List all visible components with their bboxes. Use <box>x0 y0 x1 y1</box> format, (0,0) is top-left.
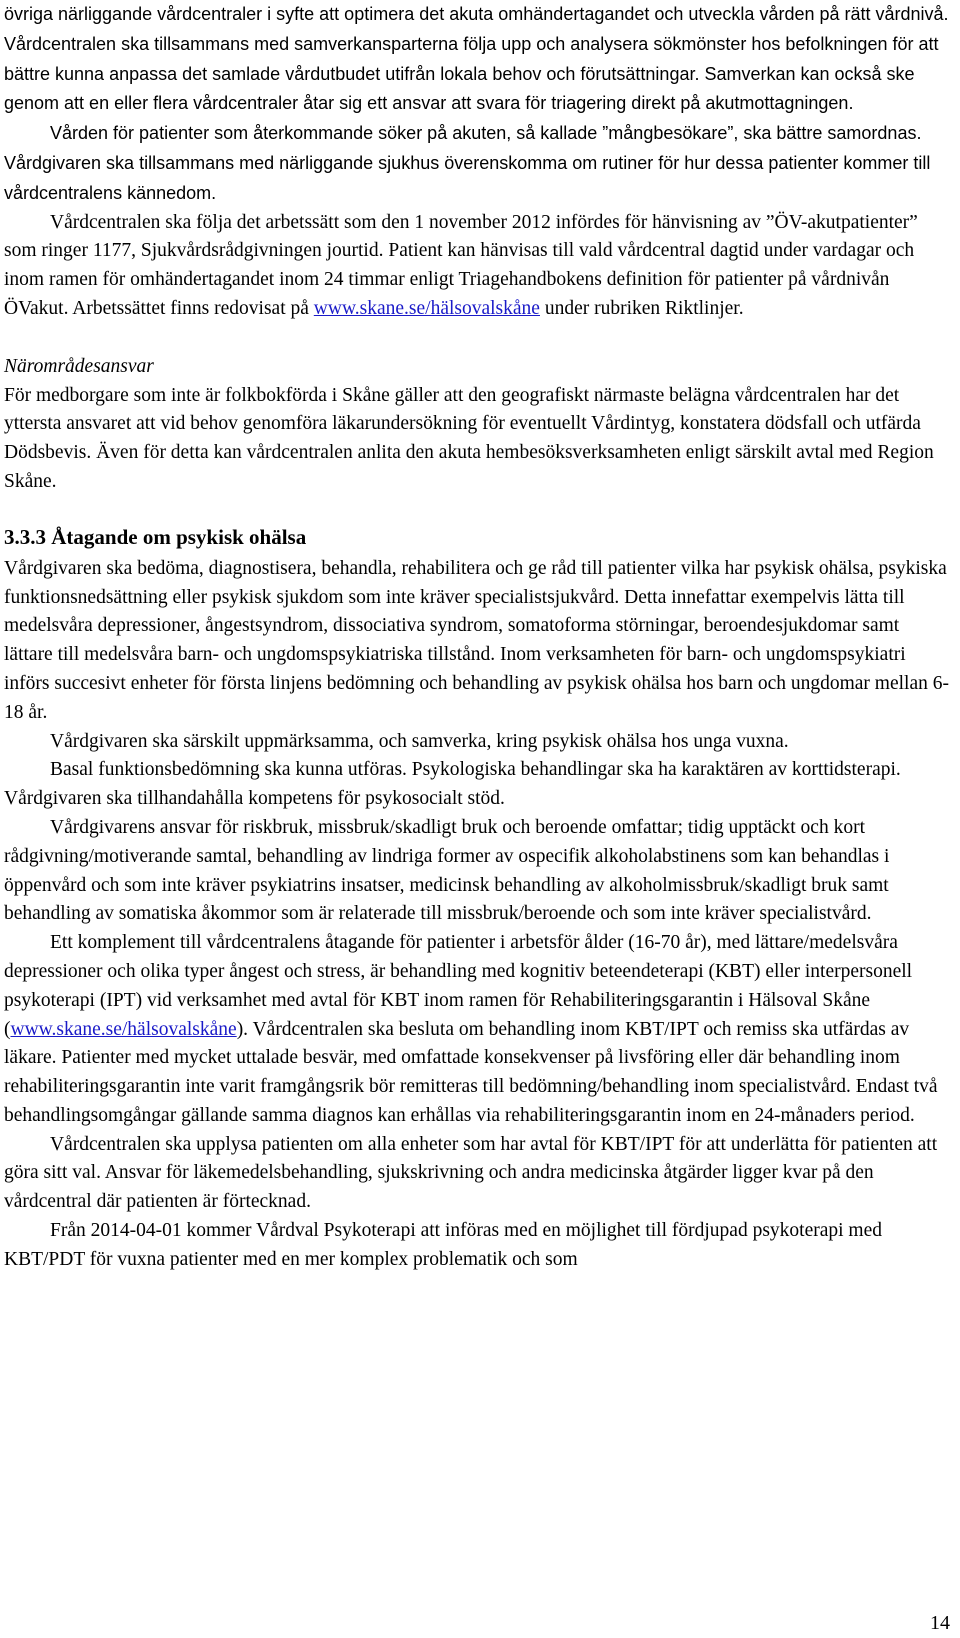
paragraph-333-4: Vårdgivarens ansvar för riskbruk, missbruk/skadligt bruk och beroende omfattar; tidig upptäckt och kort rådgivning/motiverande samtal, behandling av lindriga former av ospecifik alkoholabstinens som kan behandlas i öppenvård och som inte kräver psykiatrins insatser, medicinsk behandling av alkoholmissbruk/skadligt bruk samt behandling av somatiska åkommor som är relaterade till missbruk/beroende och som inte kräver specialistvård. <box>4 816 890 925</box>
paragraph-intro-2 <box>4 119 952 208</box>
paragraph-333-7: Från 2014-04-01 kommer Vårdval Psykoterapi att införas med en möjlighet till fördjupad psykoterapi med KBT/PDT för vuxna patienter med en mer komplex problematik och som <box>4 1220 883 1270</box>
paragraph-intro-3 <box>4 209 952 324</box>
text-run: ). Vårdcentralen ska besluta om behandling inom KBT/IPT och remiss ska utfärdas av läkare. Patienter med mycket uttalade besvär, med omfattade konsekvenser på livsföring eller där behandling inom rehabiliteringsgarantin inte varit framgångsrik bör remitteras till bedömning/behandling inom specialistvård. Endast två behandlingsomgångar gällande samma diagnos kan erhållas via rehabiliteringsgarantin inom en 24-månaders period. <box>4 1018 938 1126</box>
text-run: Ett komplement till vårdcentralens åtagande för patienter i arbetsför ålder (16-70 år), med lättare/medelsvåra depressioner och olika typer ångest och stress, är behandling med kognitiv beteendeterapi (KBT) eller interpersonell psykoterapi (IPT) vid verksamhet med avtal för KBT inom ramen för Rehabiliteringsgarantin i Hälsoval Skåne ( <box>4 932 913 1040</box>
document-page <box>4 0 952 1275</box>
text-run: Vårdcentralen ska tillsammans med samverkansparterna följa upp och analysera sökmönster hos befolkningen för att bättre kunna anpassa det samlade vårdutbudet utifrån lokala behov och förutsättningar. Samverkan kan också ske genom att en eller flera vårdcentraler åtar sig ett ansvar att svara för triagering direkt på akutmottagningen. <box>4 33 939 114</box>
section-heading-naromradesansvar: Närområdesansvar <box>4 355 154 377</box>
paragraph-naromradesansvar: För medborgare som inte är folkbokförda i Skåne gäller att den geografiskt närmaste belägna vårdcentralen har det yttersta ansvaret att vid behov genomföra läkarundersökning för eventuellt Vårdintyg, konstatera dödsfall och utfärda Dödsbevis. Även för detta kan vårdcentralen anlita den akuta hembesöksverksamheten enligt särskilt avtal med Region Skåne. <box>4 384 934 492</box>
hasovalskane-link-2[interactable]: www.skane.se/hälsovalskåne <box>10 1018 237 1040</box>
paragraph-333-2: Vårdgivaren ska särskilt uppmärksamma, och samverka, kring psykisk ohälsa hos unga vuxna. <box>50 730 789 752</box>
page-number: 14 <box>930 1612 950 1634</box>
text-run: under rubriken Riktlinjer. <box>539 297 744 319</box>
text-run: Vården för patienter som återkommande söker på akuten, så kallade ”mångbesökare”, ska bättre samordnas. <box>50 123 922 144</box>
paragraph-333-6: Vårdcentralen ska upplysa patienten om alla enheter som har avtal för KBT/IPT för att underlätta för patienten att göra sitt val. Ansvar för läkemedelsbehandling, sjukskrivning och andra medicinska åtgärder ligger kvar på den vårdcentral där patienten är förtecknad. <box>4 1133 938 1213</box>
text-run: Vårdgivaren ska tillsammans med närliggande sjukhus överenskomma om rutiner för hur dessa patienter kommer till vårdcentralens kännedom. <box>4 152 931 203</box>
paragraph-333-3: Basal funktionsbedömning ska kunna utföras. Psykologiska behandlingar ska ha karaktären av korttidsterapi. Vårdgivaren ska tillhandahålla kompetens för psykosocialt stöd. <box>4 759 901 810</box>
hasovalskane-link[interactable]: www.skane.se/hälsovalskåne <box>313 297 540 319</box>
text-run: Vårdcentralen ska följa det arbetssätt som den 1 november 2012 infördes för hänvisning av ”ÖV-akutpatienter” som ringer 1177, Sjukvårdsrådgivningen jourtid. Patient kan hänvisas till vald vårdcentral dagtid under vardagar och inom ramen för omhändertagandet inom 24 timmar enligt Triagehandbokens definition för patienter på vårdnivån ÖVakut. Arbetssättet finns redovisat på <box>4 211 918 319</box>
section-heading-3-3-3: 3.3.3 Åtagande om psykisk ohälsa <box>4 524 307 549</box>
paragraph-333-5 <box>4 929 952 1131</box>
paragraph-intro-1 <box>4 0 952 119</box>
paragraph-333-1: Vårdgivaren ska bedöma, diagnostisera, behandla, rehabilitera och ge råd till patienter vilka har psykisk ohälsa, psykiska funktionsnedsättning eller psykisk sjukdom som inte kräver specialistsjukvård. Detta innefattar exempelvis lätta till medelsvåra depressioner, ångestsyndrom, dissociativa syndrom, somatoforma störningar, beroendesjukdomar samt lättare till medelsvåra barn- och ungdomspsykiatriska tillstånd. Inom verksamheten för barn- och ungdomspsykiatri införs succesivt enheter för första linjens bedömning och behandling av psykisk ohälsa hos barn och ungdomar mellan 6-18 år. <box>4 557 949 723</box>
text-run: övriga närliggande vårdcentraler i syfte att optimera det akuta omhändertagandet och utveckla vården på rätt vårdnivå. <box>4 4 949 24</box>
